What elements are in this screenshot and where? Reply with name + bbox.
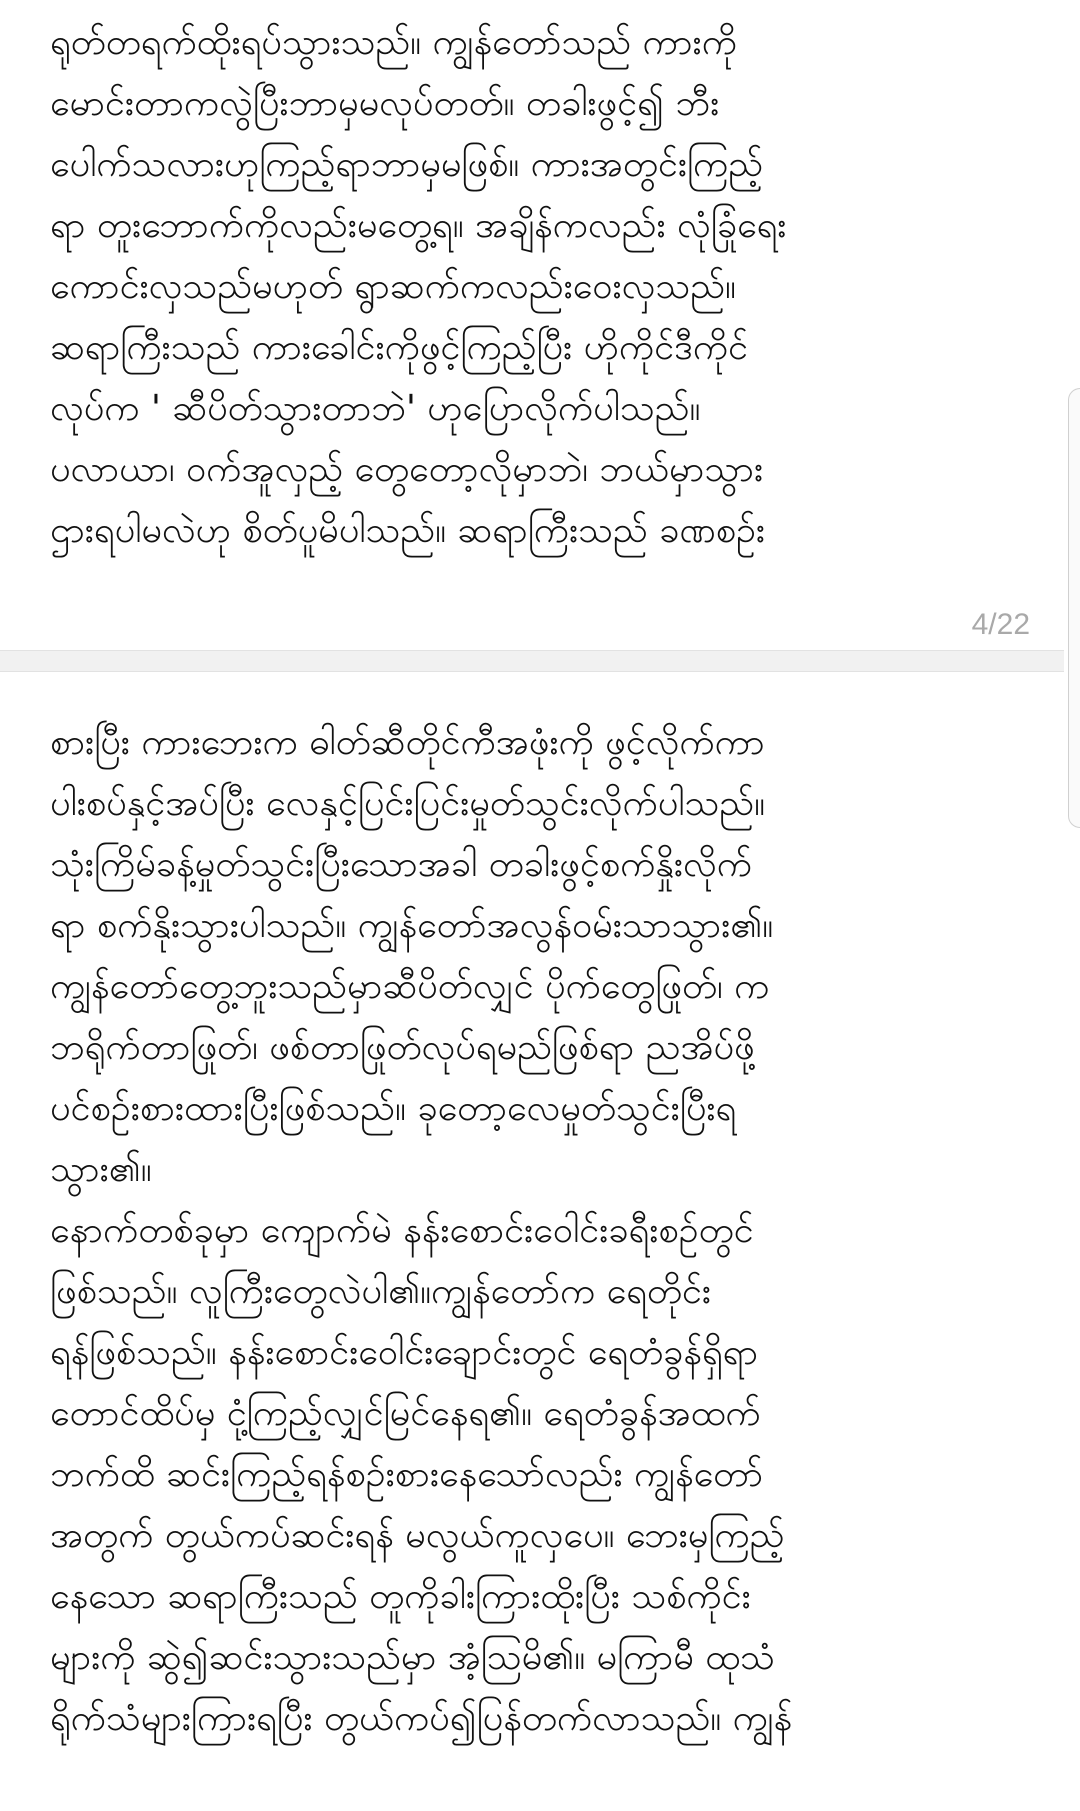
scrollbar-handle[interactable] [1068,388,1080,828]
text-line: ဖြစ်သည်။ လူကြီးတွေလဲပါ၏။ကျွန်တော်က ရေတိုင်း [50,1271,712,1312]
document-page-5 [0,672,1064,1811]
text-line: ကျွန်တော်တွေ့ဘူးသည်မှာဆီပိတ်လျှင် ပိုက်တွေဖြုတ်၊ က [50,966,770,1007]
text-line: နေသော ဆရာကြီးသည် တူကိုခါးကြားထိုးပြီး သစ်ကိုင်း [50,1576,751,1617]
text-line: ရာ စက်နိုးသွားပါသည်။ ကျွန်တော်အလွန်ဝမ်းသာသွား၏။ [50,905,774,946]
text-line: ဌားရပါမလဲဟု စိတ်ပူမိပါသည်။ ဆရာကြီးသည် ခဏစဉ်း [50,510,766,551]
text-line: စားပြီး ကားဘေးက ဓါတ်ဆီတိုင်ကီအဖုံးကို ဖွင့်လိုက်ကာ [50,722,765,763]
text-line: သွား၏။ [50,1149,152,1190]
text-line: များကို ဆွဲ၍ဆင်းသွားသည်မှာ အံ့ဩမိ၏။ မကြာမီ ထုသံ [50,1637,775,1678]
text-line: ပင်စဉ်းစားထားပြီးဖြစ်သည်။ ခုတော့လေမှုတ်သွင်းပြီးရ [50,1088,737,1129]
text-line: လုပ်က ' ဆီပိတ်သွားတာဘဲ' ဟုပြောလိုက်ပါသည်။ [50,388,701,429]
text-line: တောင်ထိပ်မှ ငုံ့ကြည့်လျှင်မြင်နေရ၏။ ရေတံခွန်အထက် [50,1393,761,1434]
text-line: ရန်ဖြစ်သည်။ နန်းစောင်းဝေါင်းချောင်းတွင် ရေတံခွန်ရှိရာ [50,1332,759,1373]
text-line: ပါးစပ်နှင့်အပ်ပြီး လေနှင့်ပြင်းပြင်းမှုတ်သွင်းလိုက်ပါသည်။ [50,783,765,824]
page-separator [0,650,1064,672]
text-line: နောက်တစ်ခုမှာ ကျောက်မဲ နန်းစောင်းဝေါင်းခရီးစဉ်တွင် [50,1210,754,1251]
text-line: ရိုက်သံများကြားရပြီး တွယ်ကပ်၍ပြန်တက်လာသည်။ ကျွန် [50,1698,793,1739]
text-line: ရာ တူးဘောက်ကိုလည်းမတွေ့ရ။ အချိန်ကလည်း လုံခြုံရေး [50,205,787,246]
text-line: သုံးကြိမ်ခန့်မှုတ်သွင်းပြီးသောအခါ တခါးဖွင့်စက်နှိုးလိုက် [50,844,753,885]
page-5-text [50,712,1050,1749]
text-line: ရုတ်တရက်ထိုးရပ်သွားသည်။ ကျွန်တော်သည် ကားကို [50,22,737,63]
page-4-text [50,12,1050,561]
page-number: 4/22 [971,608,1030,641]
text-line: ပေါက်သလားဟုကြည့်ရာဘာမှမဖြစ်။ ကားအတွင်းကြည့် [50,144,764,185]
text-line: ဘရိုက်တာဖြုတ်၊ ဖစ်တာဖြုတ်လုပ်ရမည်ဖြစ်ရာ ညအိပ်ဖို့ [50,1027,755,1068]
text-line: အတွက် တွယ်ကပ်ဆင်းရန် မလွယ်ကူလှပေ။ ဘေးမှကြည့် [50,1515,785,1556]
text-line: ပလာယာ၊ ဝက်အူလှည့် တွေတော့လိုမှာဘဲ၊ ဘယ်မှာသွား [50,449,764,490]
text-line: ကောင်းလှသည်မဟုတ် ရွာဆက်ကလည်းဝေးလှသည်။ [50,266,736,307]
document-page-4 [0,0,1064,650]
text-line: ဘက်ထိ ဆင်းကြည့်ရန်စဉ်းစားနေသော်လည်း ကျွန်တော် [50,1454,764,1495]
text-line: မောင်းတာကလွဲပြီးဘာမှမလုပ်တတ်။ တခါးဖွင့်၍ ဘီး [50,83,720,124]
text-line: ဆရာကြီးသည် ကားခေါင်းကိုဖွင့်ကြည့်ပြီး ဟိုကိုင်ဒီကိုင် [50,327,749,368]
